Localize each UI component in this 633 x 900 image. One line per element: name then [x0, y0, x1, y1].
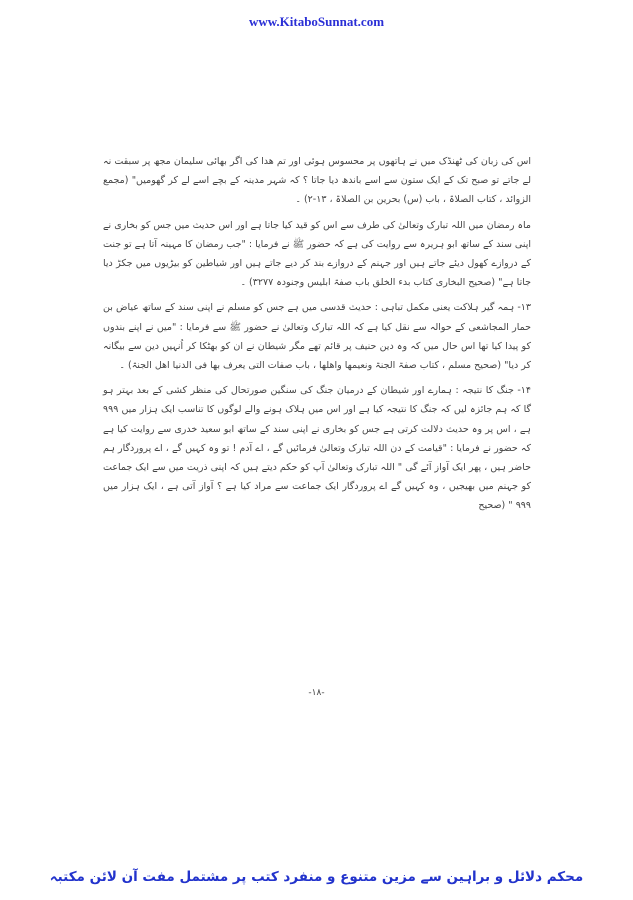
page-body-text	[103, 152, 531, 522]
paragraph-2: ماہ رمضان میں اللہ تبارک وتعالیٰ کی طرف سے اس کو قید کیا جاتا ہے اور اس حدیث میں جس کو بخاری نے اپنی سند کے ساتھ ابو ہریرہ سے روایت کی ہے کہ حضور ﷺ نے فرمایا : "جب رمضان کا مہینہ آتا ہے تو جنت کے دروازے کھول دیئے جاتے ہیں اور جہنم کے دروازے بند کر دیے جاتے ہیں اور شیاطین کو بیڑیوں میں جکڑ دیا جاتا ہے" (صحیح البخاری کتاب بدء الخلق باب صفۃ ابلیس وجنودہ ۳۲۷۷) ۔	[102, 219, 531, 289]
paragraph-4: ۱۴- جنگ کا نتیجہ : ہمارے اور شیطان کے درمیان جنگ کی سنگین صورتحال کی منظر کشی کے بعد بہتر ہو گا کہ ہم جائزہ لیں کہ جنگ کا نتیجہ کیا ہے اور اس میں ہلاک ہونے والے لوگوں کا تناسب ایک ہزار میں ۹۹۹ ہے ، اس پر وہ حدیث دلالت کرتی ہے جس کو بخاری نے اپنی سند کے ساتھ ابو سعید خدری سے روایت کیا ہے کہ حضور نے فرمایا : "قیامت کے دن اللہ تبارک وتعالیٰ فرمائیں گے ، اے آدم ! تو وہ کہیں گے ، اے پروردگار ہم حاضر ہیں ، پھر ایک آواز آئے گی " اللہ تبارک وتعالیٰ آپ کو حکم دیتے ہیں کہ اپنی ذریت میں سے ایک جماعت کو جہنم میں بھیجیں ، وہ کہیں گے اے پروردگار ایک جماعت سے مراد کیا ہے ؟ آواز آتی ہے ، ایک ہزار میں ۹۹۹ " (صحیح	[103, 385, 531, 512]
page-number: -۱۸-	[308, 688, 325, 698]
site-url-header[interactable]: www.KitaboSunnat.com	[248, 14, 385, 29]
paragraph-3: ۱۳- ہمہ گیر ہلاکت یعنی مکمل تباہی : حدیث قدسی میں ہے جس کو مسلم نے اپنی سند کے ساتھ عیاض بن حمار المجاشعی کے حوالہ سے نقل کیا ہے کہ اللہ تبارک وتعالیٰ نے حضور ﷺ سے فرمایا : "میں نے اپنے بندوں کو پیدا کیا تھا اس حال میں کہ وہ دین حنیف پر قائم تھے مگر شیطان نے ان کو بھٹکا کر اُنہیں دین سے بیگانہ کر دیا" (صحیح مسلم ، کتاب صفۃ الجنۃ ونعیمھا واھلھا ، باب صفات التی یعرف بھا فی الدنیا اھل الجنۃ) ۔	[103, 302, 531, 372]
paragraph-1: اس کی زبان کی ٹھنڈک میں نے ہاتھوں پر محسوس ہوئی اور تم ھدا کی اگر بھائی سلیمان مجھ پر سبقت نہ لے جاتے تو صبح تک کے ایک ستون سے اسے باندھ دیا جاتا ؟ کہ شہر مدینہ کے بچے اسے لے کر گھومیں" (مجمع الزوائد ، کتاب الصلاۃ ، باب (س) بحرین بن الصلاۃ ، ۱۳-۲) ۔	[103, 156, 531, 206]
footer-banner: محکم دلائل و براہین سے مزین متنوع و منفرد کتب پر مشتمل مفت آن لائن مکتبہ	[49, 869, 584, 885]
